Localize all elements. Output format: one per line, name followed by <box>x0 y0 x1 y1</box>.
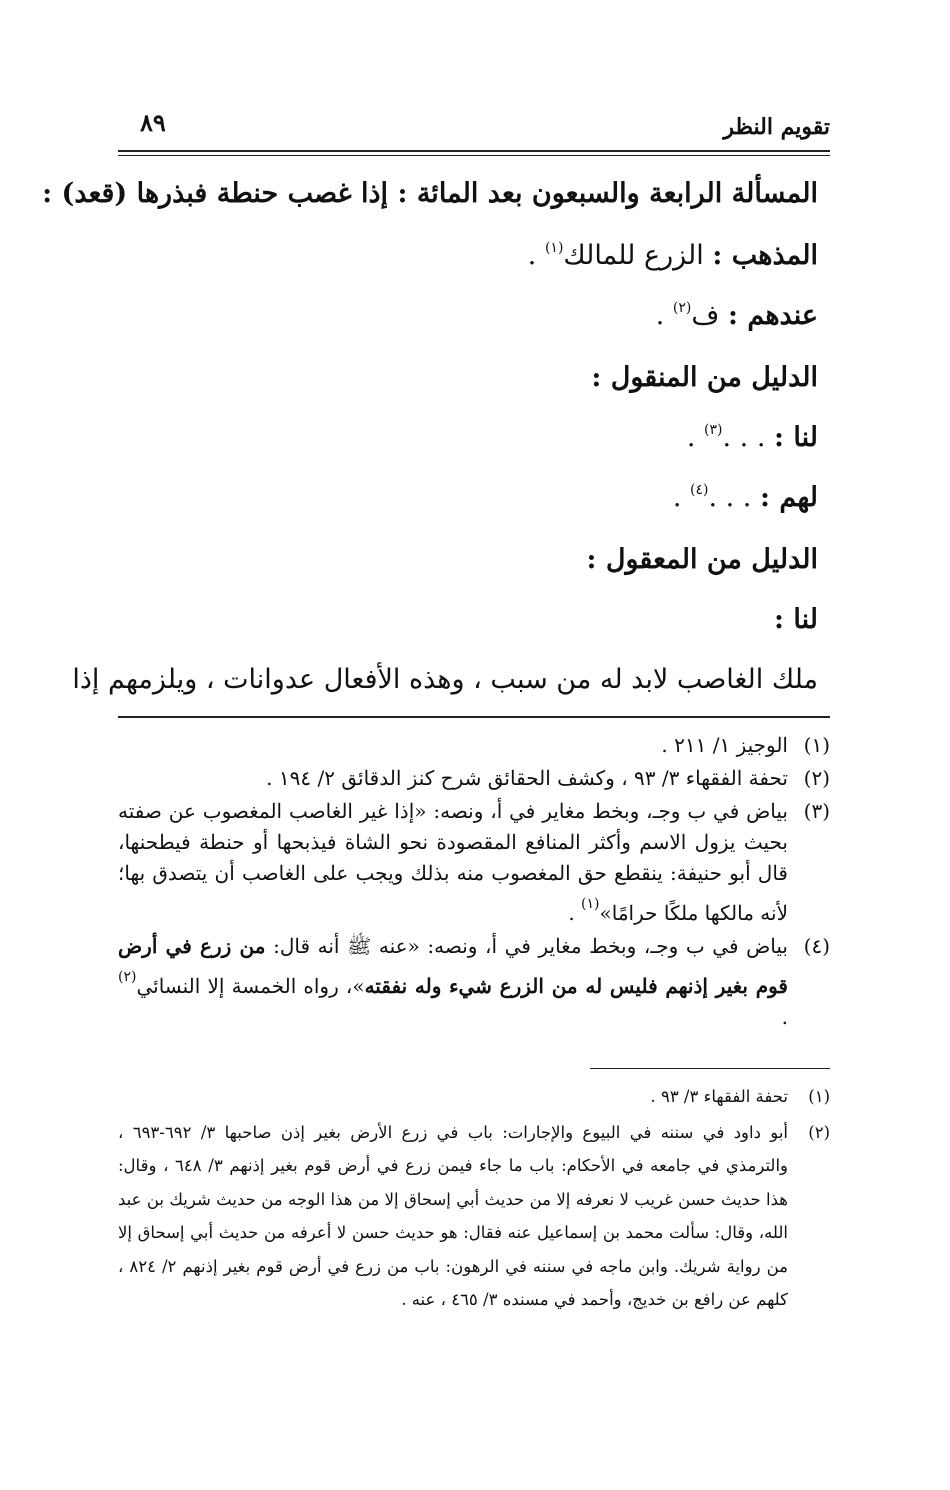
aql-heading: الدليل من المعقول : <box>586 544 818 575</box>
footnote-text-cont: »، رواه الخمسة إلا النسائي <box>136 974 365 998</box>
indahum-label: عندهم : <box>727 300 818 331</box>
subfootnote-1 <box>118 1080 830 1114</box>
footnote-text: بياض في ب وجـ، وبخط مغاير في أ، ونصه: «إذا غير الغاصب المغصوب عن صفته بحيث يزول الاسم وأكثر المنافع المقصودة نحو الشاة فيذبحها أو حنطة فيطحنها، قال أبو حنيفة: ينقطع حق المغصوب منه بذلك ويجب على الغاصب أن يتصدق بها؛ لأنه مالكها ملكًا حرامًا» <box>118 799 788 925</box>
lana-naql-line <box>687 422 818 453</box>
footnote-number: (١) <box>808 1087 830 1106</box>
period: . <box>655 300 665 331</box>
footnote-ref: (٢) <box>118 969 137 985</box>
footnote-ref: (٣) <box>704 422 723 438</box>
footnote-text: تحفة الفقهاء ٣/ ٩٣ . <box>650 1087 788 1106</box>
ellipsis: . . . <box>722 422 766 453</box>
footnotes-sub <box>118 1080 830 1317</box>
footnote-number: (١) <box>803 733 830 757</box>
page-header <box>118 108 830 152</box>
madhab-label: المذهب : <box>712 240 818 271</box>
madhab-line <box>528 240 818 271</box>
footnote-ref: (١) <box>544 240 564 256</box>
footnote-number: (٣) <box>803 799 830 823</box>
period: . <box>672 482 682 513</box>
footnote-3 <box>118 796 830 929</box>
footnote-text-end: . <box>781 1005 788 1029</box>
issue-title: المسألة الرابعة والسبعون بعد المائة : إذا غصب حنطة فبذرها (قعد) : <box>42 178 818 209</box>
footnote-separator <box>118 716 830 718</box>
footnote-ref: (٢) <box>672 300 692 316</box>
footnote-text: أبو داود في سننه في البيوع والإجارات: باب في زرع الأرض بغير إذن صاحبها ٣/ ٦٩٢-٦٩٣ ، والترمذي في جامعه في الأحكام: باب ما جاء فيمن زرع في أرض قوم بغير إذنهم ٣/ ٦٤٨ ، وقال: هذا حديث حسن غريب لا نعرفه إلا من حديث أبي إسحاق إلا من هذا الوجه من حديث شريك بن عبد الله، وقال: سألت محمد بن إسماعيل عنه فقال: هو حديث حسن لا أعرفه من حديث أبي إسحاق إلا من رواية شريك. وابن ماجه في سننه في الرهون: باب من زرع في أرض قوم بغير إذنهم ٢/ ٨٢٤ ، كلهم عن رافع بن خديج، وأحمد في مسنده ٣/ ٤٦٥ ، عنه . <box>118 1122 789 1309</box>
naql-heading: الدليل من المنقول : <box>591 362 818 393</box>
running-title: تقويم النظر <box>723 114 830 140</box>
body-last-line: ملك الغاصب لابد له من سبب ، وهذه الأفعال عدوانات ، ويلزمهم إذا <box>72 664 818 695</box>
ellipsis: . . . <box>708 482 752 513</box>
indahum-text: ف <box>691 300 720 331</box>
page-number: ٨٩ <box>140 108 166 137</box>
footnote-ref: (٤) <box>690 482 709 498</box>
header-rule <box>118 150 830 152</box>
period: . <box>527 240 537 271</box>
hadith-text: من زرع في أرض قوم بغير إذنهم فليس له من الزرع شيء وله نفقته <box>118 934 788 998</box>
footnote-number: (٤) <box>803 934 830 958</box>
footnote-text: بياض في ب وجـ، وبخط مغاير في أ، ونصه: «عنه ﷺ أنه قال: <box>265 934 788 958</box>
footnote-4 <box>118 931 830 1033</box>
footnote-number: (٢) <box>808 1122 830 1142</box>
indahum-line <box>656 300 818 331</box>
footnote-text: الوجيز ١/ ٢١١ . <box>661 733 788 757</box>
lahum-line <box>673 482 818 513</box>
footnote-text: تحفة الفقهاء ٣/ ٩٣ ، وكشف الحقائق شرح كنز الدقائق ٢/ ١٩٤ . <box>266 766 788 790</box>
lana-aql-label: لنا : <box>774 604 818 635</box>
madhab-text: الزرع للمالك <box>563 240 704 271</box>
footnote-number: (٢) <box>803 766 830 790</box>
lana-label: لنا : <box>774 422 818 453</box>
footnotes-main <box>118 730 830 1033</box>
footnote-1 <box>118 730 830 761</box>
header-rule-thin <box>118 155 830 156</box>
subfootnote-2 <box>118 1116 830 1317</box>
footnote-ref: (١) <box>581 896 600 912</box>
period: . <box>686 422 696 453</box>
lahum-label: لهم : <box>759 482 818 513</box>
subfootnote-separator <box>590 1068 830 1069</box>
footnote-text-end: . <box>568 901 582 925</box>
footnote-2 <box>118 763 830 794</box>
